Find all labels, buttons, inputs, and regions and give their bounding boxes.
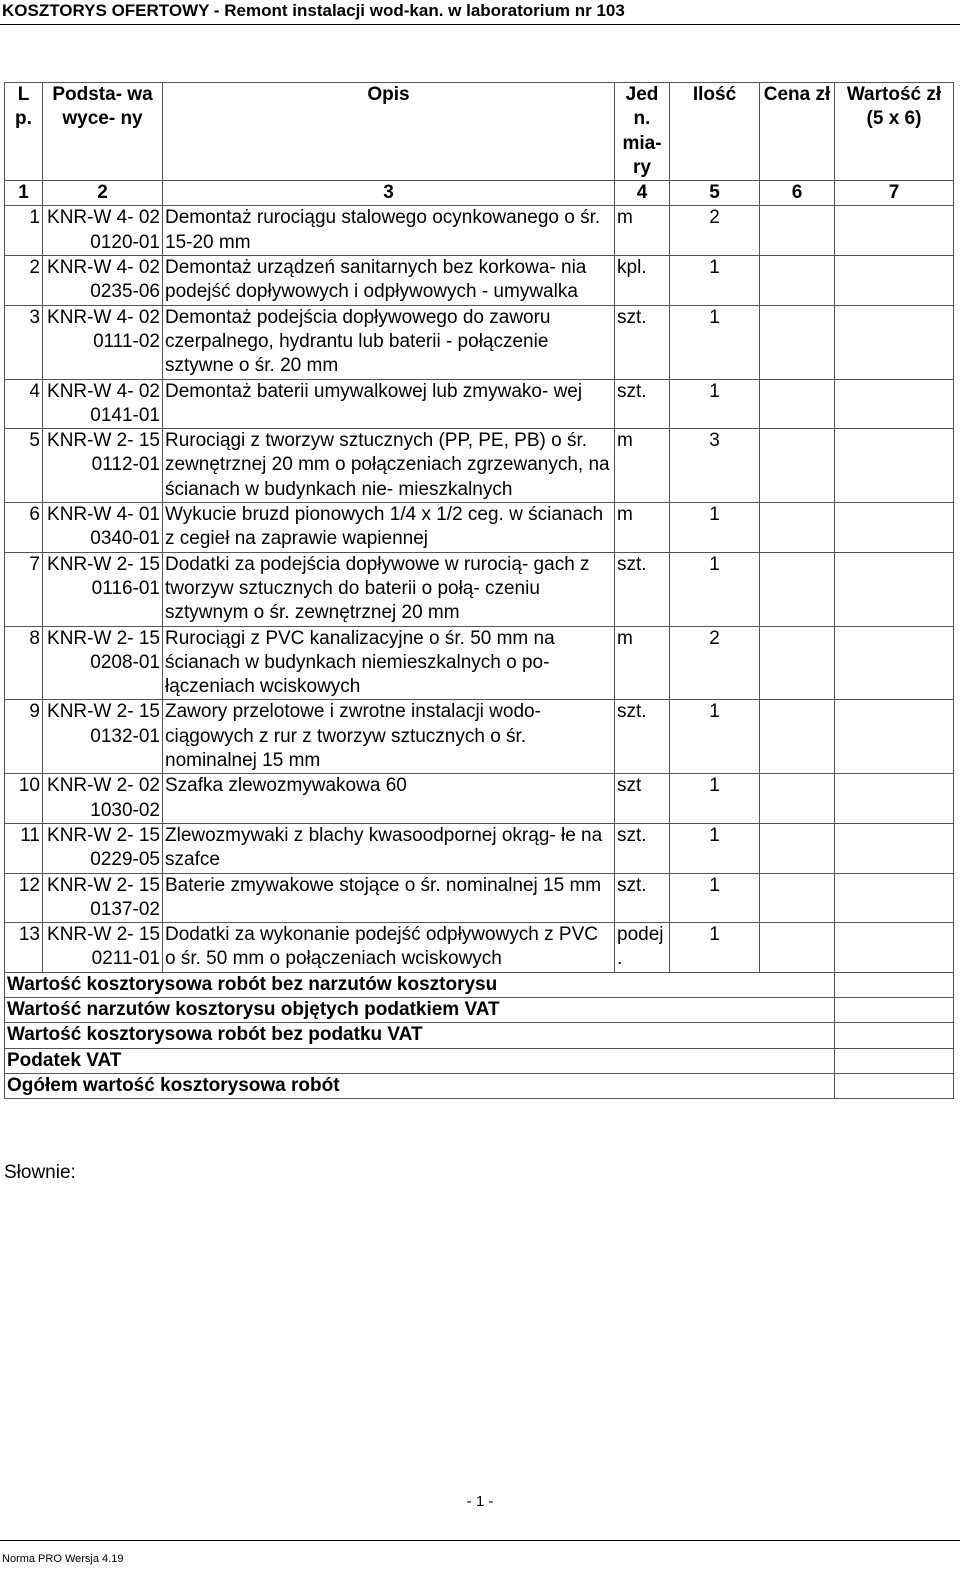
header-description: Opis (163, 83, 615, 181)
item-number: 13 (5, 923, 43, 973)
item-value (835, 552, 954, 626)
page-number: - 1 - (466, 1493, 494, 1510)
item-price (760, 700, 835, 774)
table-row (5, 503, 954, 553)
item-value (835, 379, 954, 429)
item-description: Rurociągi z tworzyw sztucznych (PP, PE, PB) o śr. zewnętrznej 20 mm o połączeniach zgrzewanych, na ścianach w budynkach nie- mieszkalnych (163, 429, 615, 503)
cost-estimate-table (4, 82, 954, 1099)
header-quantity: Ilość (670, 83, 760, 181)
item-value (835, 873, 954, 923)
table-row (5, 206, 954, 256)
item-quantity: 1 (670, 305, 760, 379)
item-value (835, 206, 954, 256)
column-number: 1 (5, 181, 43, 206)
item-unit: m (615, 429, 670, 503)
item-number: 4 (5, 379, 43, 429)
item-basis: KNR-W 4- 01 0340-01 (43, 503, 163, 553)
item-unit: szt. (615, 700, 670, 774)
item-price (760, 626, 835, 700)
table-row (5, 700, 954, 774)
item-price (760, 379, 835, 429)
table-row (5, 626, 954, 700)
item-value (835, 305, 954, 379)
item-number: 11 (5, 823, 43, 873)
summary-value (835, 1073, 954, 1098)
item-unit: kpl. (615, 256, 670, 306)
column-number: 7 (835, 181, 954, 206)
item-value (835, 256, 954, 306)
item-price (760, 923, 835, 973)
column-number: 2 (43, 181, 163, 206)
item-description: Wykucie bruzd pionowych 1/4 x 1/2 ceg. w ścianach z cegieł na zaprawie wapiennej (163, 503, 615, 553)
item-quantity: 2 (670, 626, 760, 700)
summary-label: Wartość kosztorysowa robót bez podatku VAT (5, 1023, 835, 1048)
item-price (760, 552, 835, 626)
column-number: 4 (615, 181, 670, 206)
item-value (835, 700, 954, 774)
item-description: Demontaż rurociągu stalowego ocynkowanego o śr. 15-20 mm (163, 206, 615, 256)
item-unit: szt (615, 774, 670, 824)
item-value (835, 774, 954, 824)
table-row (5, 873, 954, 923)
table-row (5, 823, 954, 873)
summary-value (835, 997, 954, 1022)
item-unit: m (615, 626, 670, 700)
item-quantity: 1 (670, 256, 760, 306)
software-version: Norma PRO Wersja 4.19 (2, 1553, 124, 1565)
title-divider (0, 24, 960, 25)
item-number: 2 (5, 256, 43, 306)
item-price (760, 503, 835, 553)
item-basis: KNR-W 2- 15 0112-01 (43, 429, 163, 503)
item-quantity: 1 (670, 774, 760, 824)
item-unit: szt. (615, 379, 670, 429)
amount-in-words-label: Słownie: (4, 1162, 76, 1183)
item-unit: szt. (615, 552, 670, 626)
summary-value (835, 1048, 954, 1073)
item-basis: KNR-W 2- 15 0116-01 (43, 552, 163, 626)
item-description: Zlewozmywaki z blachy kwasoodpornej okrąg- łe na szafce (163, 823, 615, 873)
summary-row (5, 997, 954, 1022)
item-basis: KNR-W 4- 02 0235-06 (43, 256, 163, 306)
item-quantity: 1 (670, 823, 760, 873)
item-value (835, 626, 954, 700)
document-title: KOSZTORYS OFERTOWY - Remont instalacji wod-kan. w laboratorium nr 103 (2, 1, 625, 20)
item-price (760, 305, 835, 379)
item-unit: m (615, 206, 670, 256)
item-value (835, 923, 954, 973)
footer-divider (0, 1540, 960, 1541)
item-unit: szt. (615, 873, 670, 923)
item-number: 5 (5, 429, 43, 503)
item-basis: KNR-W 2- 02 1030-02 (43, 774, 163, 824)
item-quantity: 1 (670, 700, 760, 774)
item-basis: KNR-W 4- 02 0111-02 (43, 305, 163, 379)
item-basis: KNR-W 2- 15 0132-01 (43, 700, 163, 774)
item-value (835, 429, 954, 503)
item-basis: KNR-W 2- 15 0211-01 (43, 923, 163, 973)
item-number: 7 (5, 552, 43, 626)
table-row (5, 256, 954, 306)
table-header-row (5, 83, 954, 181)
summary-label: Podatek VAT (5, 1048, 835, 1073)
item-price (760, 256, 835, 306)
item-quantity: 1 (670, 379, 760, 429)
item-description: Demontaż baterii umywalkowej lub zmywako- wej (163, 379, 615, 429)
item-description: Baterie zmywakowe stojące o śr. nominalnej 15 mm (163, 873, 615, 923)
item-number: 8 (5, 626, 43, 700)
header-value: Wartość zł (5 x 6) (835, 83, 954, 181)
item-basis: KNR-W 2- 15 0137-02 (43, 873, 163, 923)
item-basis: KNR-W 2- 15 0229-05 (43, 823, 163, 873)
header-lp: L p. (5, 83, 43, 181)
item-number: 9 (5, 700, 43, 774)
item-basis: KNR-W 2- 15 0208-01 (43, 626, 163, 700)
summary-row (5, 1023, 954, 1048)
item-price (760, 873, 835, 923)
item-description: Demontaż urządzeń sanitarnych bez korkowa- nia podejść dopływowych i odpływowych - umywalka (163, 256, 615, 306)
item-number: 12 (5, 873, 43, 923)
table-row (5, 774, 954, 824)
item-value (835, 823, 954, 873)
item-description: Szafka zlewozmywakowa 60 (163, 774, 615, 824)
item-unit: m (615, 503, 670, 553)
item-quantity: 3 (670, 429, 760, 503)
summary-label: Ogółem wartość kosztorysowa robót (5, 1073, 835, 1098)
column-number: 6 (760, 181, 835, 206)
summary-value (835, 972, 954, 997)
item-basis: KNR-W 4- 02 0141-01 (43, 379, 163, 429)
item-number: 6 (5, 503, 43, 553)
summary-label: Wartość narzutów kosztorysu objętych podatkiem VAT (5, 997, 835, 1022)
table-row (5, 379, 954, 429)
item-quantity: 1 (670, 552, 760, 626)
item-quantity: 1 (670, 503, 760, 553)
table-row (5, 923, 954, 973)
item-description: Zawory przelotowe i zwrotne instalacji wodo- ciągowych z rur z tworzyw sztucznych o śr. nominalnej 15 mm (163, 700, 615, 774)
header-unit: Jed n. mia- ry (615, 83, 670, 181)
column-number: 3 (163, 181, 615, 206)
item-number: 10 (5, 774, 43, 824)
column-number: 5 (670, 181, 760, 206)
item-quantity: 1 (670, 923, 760, 973)
item-price (760, 774, 835, 824)
item-value (835, 503, 954, 553)
table-row (5, 429, 954, 503)
item-description: Rurociągi z PVC kanalizacyjne o śr. 50 mm na ścianach w budynkach niemieszkalnych o po- łączeniach wciskowych (163, 626, 615, 700)
summary-row (5, 972, 954, 997)
item-price (760, 823, 835, 873)
item-description: Dodatki za podejścia dopływowe w rurocią- gach z tworzyw sztucznych do baterii o połą- czeniu sztywnym o śr. zewnętrznej 20 mm (163, 552, 615, 626)
table-row (5, 305, 954, 379)
item-unit: szt. (615, 305, 670, 379)
summary-row (5, 1073, 954, 1098)
summary-row (5, 1048, 954, 1073)
summary-value (835, 1023, 954, 1048)
item-unit: szt. (615, 823, 670, 873)
item-quantity: 1 (670, 873, 760, 923)
header-price: Cena zł (760, 83, 835, 181)
item-basis: KNR-W 4- 02 0120-01 (43, 206, 163, 256)
item-description: Demontaż podejścia dopływowego do zaworu czerpalnego, hydrantu lub baterii - połączenie sztywne o śr. 20 mm (163, 305, 615, 379)
column-number-row (5, 181, 954, 206)
header-basis: Podsta- wa wyce- ny (43, 83, 163, 181)
item-number: 1 (5, 206, 43, 256)
table-row (5, 552, 954, 626)
item-unit: podej . (615, 923, 670, 973)
item-price (760, 429, 835, 503)
item-description: Dodatki za wykonanie podejść odpływowych z PVC o śr. 50 mm o połączeniach wciskowych (163, 923, 615, 973)
item-quantity: 2 (670, 206, 760, 256)
item-price (760, 206, 835, 256)
item-number: 3 (5, 305, 43, 379)
summary-label: Wartość kosztorysowa robót bez narzutów kosztorysu (5, 972, 835, 997)
